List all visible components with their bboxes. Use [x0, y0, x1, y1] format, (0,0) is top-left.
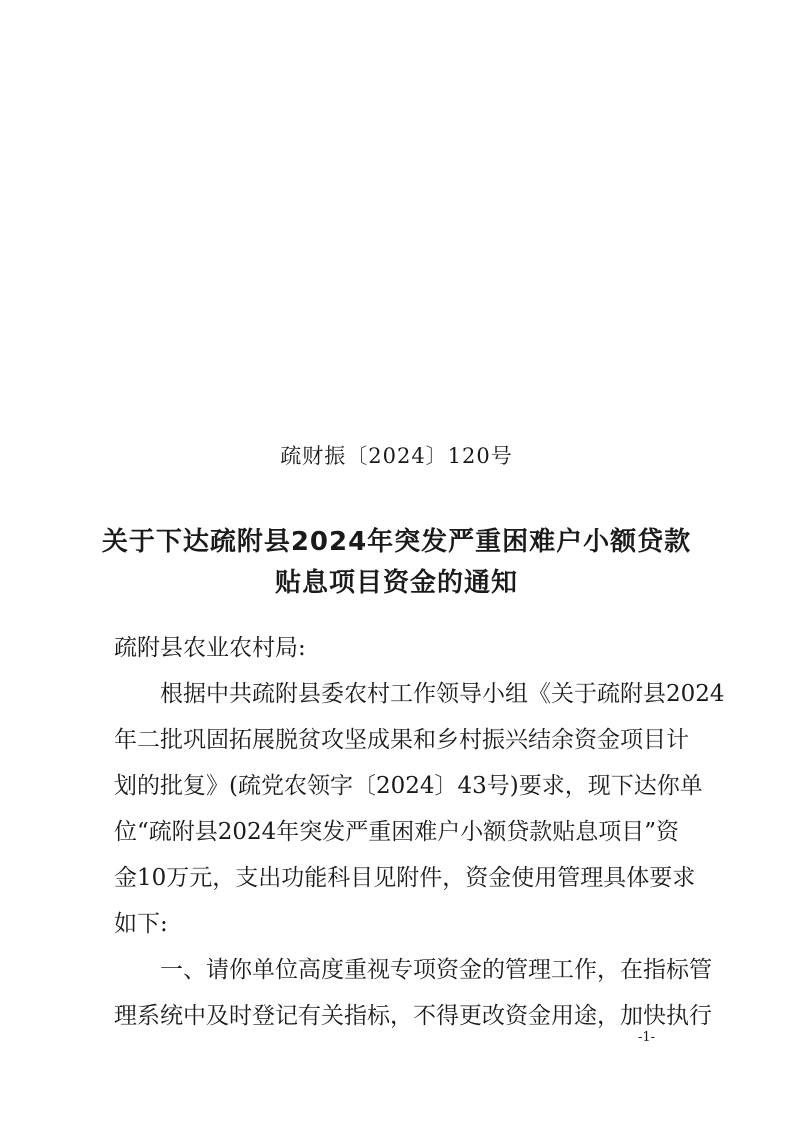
body-line-5: 金10万元，支出功能科目见附件，资金使用管理具体要求 [114, 865, 696, 891]
document-number: 疏财振〔2024〕120号 [280, 444, 513, 468]
body-line-1: 根据中共疏附县委农村工作领导小组《关于疏附县2024 [160, 681, 725, 707]
document-title-line-1: 关于下达疏附县2024年突发严重困难户小额贷款 [101, 527, 692, 557]
document-title-line-2: 贴息项目资金的通知 [274, 568, 518, 598]
addressee: 疏附县农业农村局: [114, 635, 306, 661]
body-line-6: 如下: [114, 911, 168, 937]
body-line-3: 划的批复》(疏党农领字〔2024〕43号)要求，现下达你单 [114, 773, 703, 799]
body-line-7: 一、请你单位高度重视专项资金的管理工作，在指标管 [160, 957, 712, 983]
body-line-4: 位“疏附县2024年突发严重困难户小额贷款贴息项目”资 [114, 819, 680, 845]
page-number: -1- [638, 1030, 656, 1045]
body-line-8: 理系统中及时登记有关指标，不得更改资金用途，加快执行 [114, 1003, 712, 1029]
body-line-2: 年二批巩固拓展脱贫攻坚成果和乡村振兴结余资金项目计 [114, 727, 689, 753]
